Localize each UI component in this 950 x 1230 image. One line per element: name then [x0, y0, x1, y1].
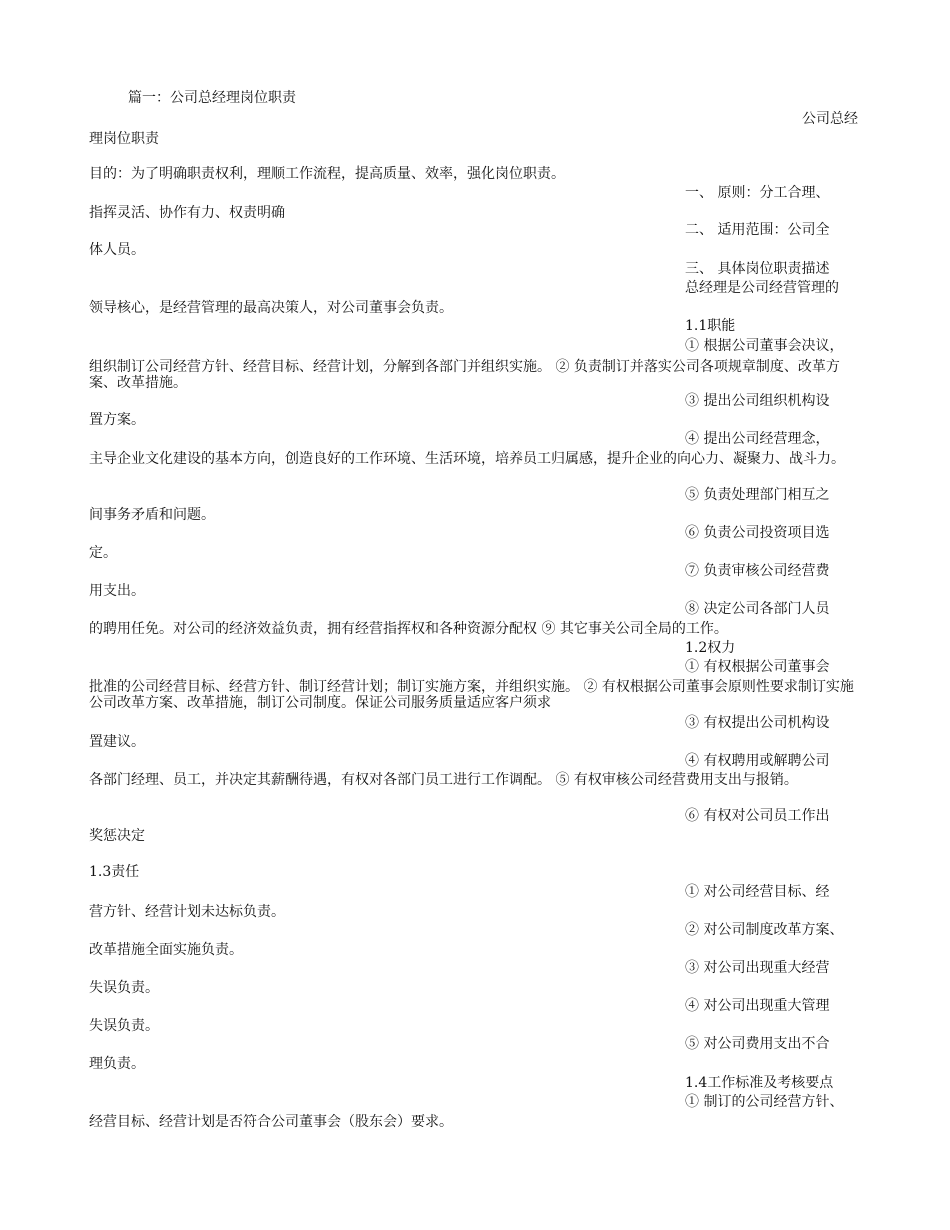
text-line: ④ 有权聘用或解聘公司 [685, 753, 830, 769]
text-line: 营方针、经营计划未达标负责。 [89, 904, 285, 920]
text-line: ④ 提出公司经营理念， [685, 431, 830, 447]
text-line: 各部门经理、员工，并决定其薪酬待遇，有权对各部门员工进行工作调配。 ⑤ 有权审核公司经营费用支出与报销。 [89, 772, 798, 788]
text-line: 三、 具体岗位职责描述 [685, 261, 830, 277]
text-line: 置建议。 [89, 734, 145, 750]
text-line: 间事务矛盾和问题。 [89, 507, 215, 523]
text-line: 改革措施全面实施负责。 [89, 942, 243, 958]
text-line: 体人员。 [89, 242, 145, 258]
document-title: 篇一：公司总经理岗位职责 [128, 90, 296, 106]
text-line: ① 对公司经营目标、经 [685, 884, 830, 900]
text-line: ① 有权根据公司董事会 [685, 659, 830, 675]
text-line: 目的：为了明确职责权利，理顺工作流程，提高质量、效率，强化岗位职责。 [89, 166, 565, 182]
text-line: 总经理是公司经营管理的 [685, 280, 839, 296]
text-line: ⑥ 有权对公司员工作出 [685, 808, 830, 824]
section-heading: 1.2权力 [685, 640, 736, 656]
text-line: 理负责。 [89, 1056, 145, 1072]
text-line: 经营目标、经营计划是否符合公司董事会（股东会）要求。 [89, 1114, 453, 1130]
section-heading: 1.4工作标准及考核要点 [685, 1075, 834, 1091]
text-line: 主导企业文化建设的基本方向，创造良好的工作环境、生活环境，培养员工归属感，提升企业的向心力、凝聚力、战斗力。 [89, 451, 845, 467]
text-line: 一、 原则：分工合理、 [685, 185, 830, 201]
text-line: ④ 对公司出现重大管理 [685, 998, 830, 1014]
text-line: 指挥灵活、协作有力、权责明确 [89, 205, 285, 221]
text-line: ⑤ 负责处理部门相互之 [685, 487, 830, 503]
text-line: ⑤ 对公司费用支出不合 [685, 1036, 830, 1052]
text-line: 的聘用任免。对公司的经济效益负责，拥有经营指挥权和各种资源分配权 ⑨ 其它事关公司全局的工作。 [89, 621, 728, 637]
text-line: ① 制订的公司经营方针、 [685, 1094, 844, 1110]
text-line: ① 根据公司董事会决议， [685, 338, 844, 354]
text-line: 置方案。 [89, 412, 145, 428]
text-line: 失误负责。 [89, 1018, 159, 1034]
text-line: 领导核心，是经营管理的最高决策人，对公司董事会负责。 [89, 300, 453, 316]
text-line: 定。 [89, 545, 117, 561]
section-heading: 1.3责任 [89, 864, 140, 880]
text-line: ③ 提出公司组织机构设 [685, 393, 830, 409]
text-line: ③ 对公司出现重大经营 [685, 960, 830, 976]
text-line: 组织制订公司经营方针、经营目标、经营计划，分解到各部门并组织实施。 ② 负责制订并落实公司各项规章制度、改革方案、改革措施。 [89, 359, 840, 391]
text-line: 公司总经 [802, 111, 858, 127]
text-line: ⑧ 决定公司各部门人员 [685, 601, 830, 617]
text-line: 奖惩决定 [89, 828, 145, 844]
text-line: 理岗位职责 [89, 131, 159, 147]
text-line: 失误负责。 [89, 980, 159, 996]
text-line: ⑥ 负责公司投资项目选 [685, 525, 830, 541]
text-line: 用支出。 [89, 583, 145, 599]
text-line: 批准的公司经营目标、经营方针、制订经营计划；制订实施方案，并组织实施。 ② 有权根据公司董事会原则性要求制订实施公司改革方案、改革措施，制订公司制度。保证公司服务质量适应客户须求 [89, 679, 854, 711]
text-line: ③ 有权提出公司机构设 [685, 715, 830, 731]
section-heading: 1.1职能 [685, 318, 736, 334]
text-line: ② 对公司制度改革方案、 [685, 922, 844, 938]
text-line: 二、 适用范围：公司全 [685, 222, 830, 238]
text-line: ⑦ 负责审核公司经营费 [685, 563, 830, 579]
